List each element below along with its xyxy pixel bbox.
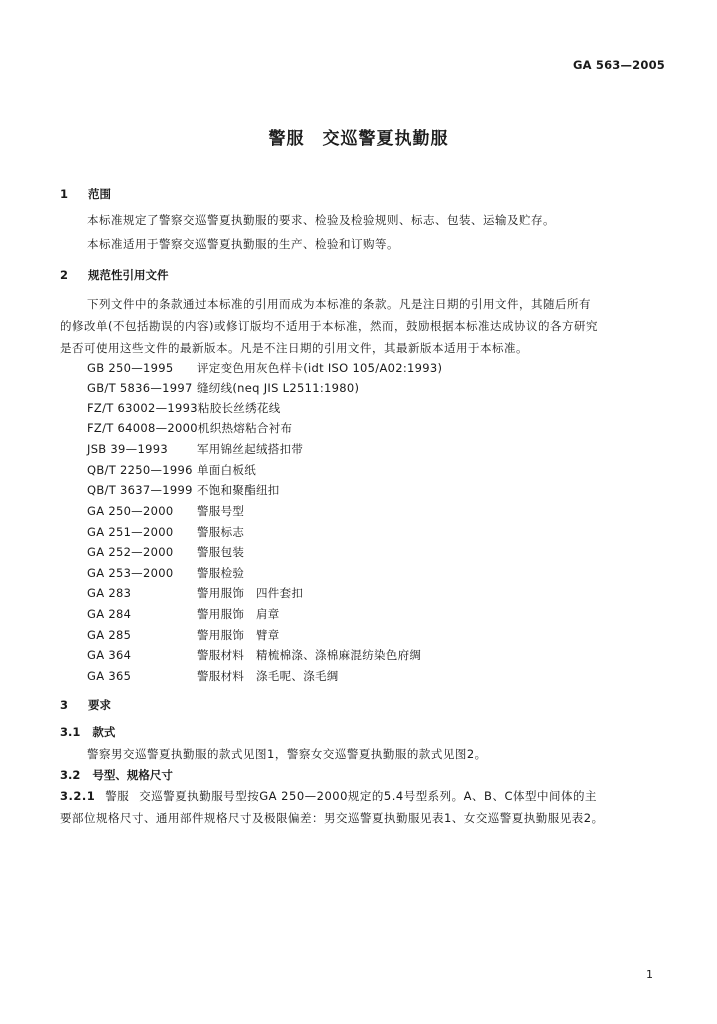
reference-code: GA 284 xyxy=(87,607,132,621)
standard-code: GA 563—2005 xyxy=(572,58,665,72)
subsection-title: 款式 xyxy=(92,725,116,739)
reference-title: 机织热熔粘合衬布 xyxy=(197,421,293,435)
reference-title: 警用服饰 臂章 xyxy=(197,628,280,642)
section-2-heading xyxy=(60,267,169,283)
reference-title: 警用服饰 肩章 xyxy=(197,607,280,621)
reference-code: GA 253—2000 xyxy=(87,566,174,580)
reference-item xyxy=(87,360,442,376)
subsection-3-2-heading xyxy=(60,767,173,783)
reference-item xyxy=(87,606,280,622)
section-3-heading xyxy=(60,697,111,713)
reference-code: GB/T 5836—1997 xyxy=(87,381,193,395)
references-intro-line: 是否可使用这些文件的最新版本。凡是不注日期的引用文件，其最新版本适用于本标准。 xyxy=(60,341,528,355)
reference-item xyxy=(87,524,244,540)
reference-code: FZ/T 64008—2000 xyxy=(87,421,198,435)
reference-title: 不饱和聚酯纽扣 xyxy=(197,483,280,497)
reference-title: 警服材料 精梳棉涤、涤棉麻混纺染色府绸 xyxy=(197,648,422,662)
scope-paragraph: 本标准规定了警察交巡警夏执勤服的要求、检验及检验规则、标志、包装、运输及贮存。 xyxy=(87,213,555,227)
clause-number: 3.2.1 xyxy=(60,789,96,803)
reference-item xyxy=(87,565,244,581)
reference-item xyxy=(87,380,359,396)
reference-title: 警服检验 xyxy=(197,566,245,580)
section-1-heading xyxy=(60,186,111,202)
reference-code: GA 365 xyxy=(87,669,132,683)
reference-title: 警服号型 xyxy=(197,504,245,518)
reference-code: GA 364 xyxy=(87,648,132,662)
reference-title: 警服标志 xyxy=(197,525,245,539)
clause-lead: 警服 xyxy=(105,789,130,803)
style-paragraph: 警察男交巡警夏执勤服的款式见图1，警察女交巡警夏执勤服的款式见图2。 xyxy=(87,747,487,761)
reference-item xyxy=(87,441,303,457)
reference-code: JSB 39—1993 xyxy=(87,442,168,456)
reference-item xyxy=(87,503,244,519)
reference-code: QB/T 2250—1996 xyxy=(87,463,193,477)
page-number: 1 xyxy=(646,968,653,981)
reference-code: GA 285 xyxy=(87,628,132,642)
reference-code: FZ/T 63002—1993 xyxy=(87,401,198,415)
subsection-number: 3.2 xyxy=(60,768,81,782)
reference-title: 评定变色用灰色样卡(idt ISO 105/A02:1993) xyxy=(197,361,443,375)
reference-item xyxy=(87,420,292,436)
reference-title: 警服材料 涤毛呢、涤毛绸 xyxy=(197,669,339,683)
reference-title: 缝纫线(neq JIS L2511:1980) xyxy=(197,381,360,395)
reference-item xyxy=(87,544,244,560)
subsection-3-1-heading xyxy=(60,724,115,740)
reference-title: 警服包装 xyxy=(197,545,245,559)
section-title: 要求 xyxy=(88,698,112,712)
reference-item xyxy=(87,400,281,416)
reference-item xyxy=(87,462,256,478)
reference-code: GA 252—2000 xyxy=(87,545,174,559)
reference-code: GB 250—1995 xyxy=(87,361,174,375)
reference-item xyxy=(87,668,339,684)
reference-item xyxy=(87,585,303,601)
clause-3-2-1-line xyxy=(60,788,597,804)
subsection-title: 号型、规格尺寸 xyxy=(92,768,173,782)
document-title: 警服 交巡警夏执勤服 xyxy=(268,129,449,149)
reference-title: 单面白板纸 xyxy=(197,463,256,477)
reference-code: GA 251—2000 xyxy=(87,525,174,539)
reference-title: 警用服饰 四件套扣 xyxy=(197,586,304,600)
section-number: 1 xyxy=(60,187,69,201)
subsection-number: 3.1 xyxy=(60,725,81,739)
reference-code: GA 283 xyxy=(87,586,132,600)
clause-text: 交巡警夏执勤服号型按GA 250—2000规定的5.4号型系列。A、B、C体型中间体的主 xyxy=(139,789,597,803)
scope-paragraph: 本标准适用于警察交巡警夏执勤服的生产、检验和订购等。 xyxy=(87,237,399,251)
references-intro-line: 下列文件中的条款通过本标准的引用而成为本标准的条款。凡是注日期的引用文件，其随后所有 xyxy=(87,297,591,311)
section-number: 3 xyxy=(60,698,69,712)
section-title: 范围 xyxy=(88,187,112,201)
reference-code: GA 250—2000 xyxy=(87,504,174,518)
reference-title: 军用锦丝起绒搭扣带 xyxy=(197,442,304,456)
reference-item xyxy=(87,647,421,663)
reference-title: 粘胶长丝绣花线 xyxy=(197,401,281,415)
reference-code: QB/T 3637—1999 xyxy=(87,483,193,497)
clause-3-2-1-line: 要部位规格尺寸、通用部件规格尺寸及极限偏差：男交巡警夏执勤服见表1、女交巡警夏执勤服见表2。 xyxy=(60,811,604,825)
reference-item xyxy=(87,627,280,643)
section-title: 规范性引用文件 xyxy=(88,268,169,282)
references-intro-line: 的修改单(不包括勘误的内容)或修订版均不适用于本标准，然而，鼓励根据本标准达成协议的各方研究 xyxy=(60,319,598,333)
section-number: 2 xyxy=(60,268,69,282)
reference-item xyxy=(87,482,280,498)
